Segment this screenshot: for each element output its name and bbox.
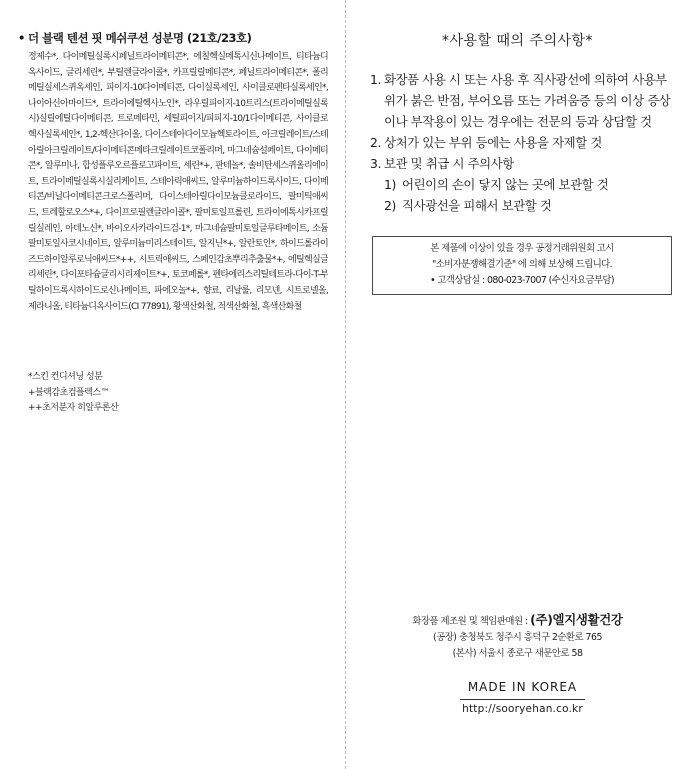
notice-line-1: 본 제품에 이상이 있을 경우 공정거래위원회 고시: [430, 243, 614, 254]
note-skin-conditioning: *스킨 컨디셔닝 성분: [28, 372, 103, 382]
ingredients-list: 정제수*, 다이메틸실록시페닐트라이메티콘*, 에칠헥실메톡시신나메이트, 티타늄디옥사이드, 글리세린*, 부틸렌글라이콜*, 카프릴릴메티콘*, 페닐트라이메티콘*, 폴리메틸실세스퀴옥세인, 피이지-10다이메티콘, 다이실록세인, 사이클로펜타실록세인*, 나이아신아마이드*, 트라이에틸헥사노인*, 라우릴피이지-10트리스(트라이메틸실록시)실릴에틸다이메티콘, 트로메타민, 세틸피이지/피피지-10/1다이메티콘, 사이클로헥사실록세인*, 1,2-헥산다이올, 다이스테아다이모늄헥토라이트, 아크릴레이트/스테아릴아크릴레이트/다이메티콘메타크릴레이트코폴리머, 마그네슘설페이트, 다이메티콘*, 알루미나, 합성플루오르플로고파이트, 세린*+, 판테놀*, 솔비탄세스퀴올리에이트, 트라이메틸실록시실리케이트, 스테아릭애씨드, 알루미늄하이드록사이드, 다이메티콘/비닐다이메티콘크로스폴리머, 다이스테아릴다이모늄클로라이드, 팔미틱애씨드, 트레할로오스*+, 다이프로필렌글라이콜*, 팔미토일프롤린, 트라이에톡시카프릴릴실레인, 아데노신*, 바이오사카라이드검-1*, 마그네슘팔미토일글루타메이트, 소듐팔미토일사코시네이트, 알루미늄미리스테이트, 알지닌*+, 알란토인*, 하이드롤라이즈드하이알루로닉애씨드*++, 시트릭애씨드, 스페인감초뿌리추출물*+, 에틸헥실글리세린*, 다이포타슘글리시리제이트*+, 토코페롤*, 펜타에리스리틸테트라-다이-T-부틸하이드록시하이드로신나메이트, 파에오놀*+, 향료, 리날룰, 리모넨, 시트로넬올, 제라니올, 티타늄디옥사이드(CI 77891), 황색산화철, 적색산화철, 흑색산화철: [28, 52, 328, 312]
factory-address: (공장) 충청북도 청주시 흥덕구 2순환로 765: [433, 632, 602, 643]
bullet-icon: •: [18, 31, 25, 45]
fold-divider: [345, 0, 346, 769]
caution-list: [360, 69, 675, 216]
company-name: (주)엘지생활건강: [530, 612, 623, 627]
ingredients-title: 더 블랙 텐션 핏 메쉬쿠션 성분명 (21호/23호): [28, 31, 252, 45]
caution-title: *사용할 때의 주의사항*: [441, 33, 594, 49]
manufacturer-label: 화장품 제조원 및 책임판매원 :: [412, 616, 528, 627]
caution-item-text: 상처가 있는 부위 등에는 사용을 자제할 것: [384, 135, 602, 150]
caution-item: [370, 132, 675, 153]
customer-service-line: • 고객상담실 : 080-023-7007 (수신자요금부담): [430, 275, 614, 286]
ingredients-heading: [18, 30, 328, 46]
divider-line: [460, 699, 585, 700]
caution-sub-item-number: 1): [384, 177, 396, 192]
website-url: http://sooryehan.co.kr: [462, 703, 583, 715]
caution-item: [370, 153, 675, 174]
note-black-licorice: +블랙감초컴플렉스™: [28, 387, 110, 398]
manufacturer-info: [360, 612, 675, 662]
head-office-address: (본사) 서울시 종로구 새문안로 58: [452, 648, 583, 659]
caution-sub-item-text: 어린이의 손이 닿지 않는 곳에 보관할 것: [402, 177, 609, 192]
caution-item-number: 3.: [370, 156, 382, 171]
manufacturer-line: [360, 612, 675, 630]
caution-item-number: 1.: [370, 72, 382, 87]
notice-line-2: "소비자분쟁해결기준" 에 의해 보상해 드립니다.: [432, 259, 612, 270]
ingredient-notes: [18, 370, 328, 417]
caution-item-text: 보관 및 취급 시 주의사항: [384, 156, 514, 171]
caution-sub-item-number: 2): [384, 198, 396, 213]
compensation-notice-box: [372, 236, 672, 295]
caution-panel: [360, 30, 675, 216]
caution-item-number: 2.: [370, 135, 382, 150]
caution-sub-item: [370, 195, 675, 216]
made-in-korea: MADE IN KOREA: [467, 680, 578, 694]
caution-item: [370, 69, 675, 132]
caution-item-text: 화장품 사용 시 또는 사용 후 직사광선에 의하여 사용부위가 붉은 반점, 부어오름 또는 가려움증 등의 이상 증상이나 부작용이 있는 경우에는 전문의 등과 상담할 것: [384, 72, 671, 129]
caution-sub-item: [370, 174, 675, 195]
caution-sub-item-text: 직사광선을 피해서 보관할 것: [402, 198, 552, 213]
note-hyaluronic: ++초저분자 히알루론산: [28, 403, 119, 414]
ingredients-panel: [18, 30, 328, 417]
